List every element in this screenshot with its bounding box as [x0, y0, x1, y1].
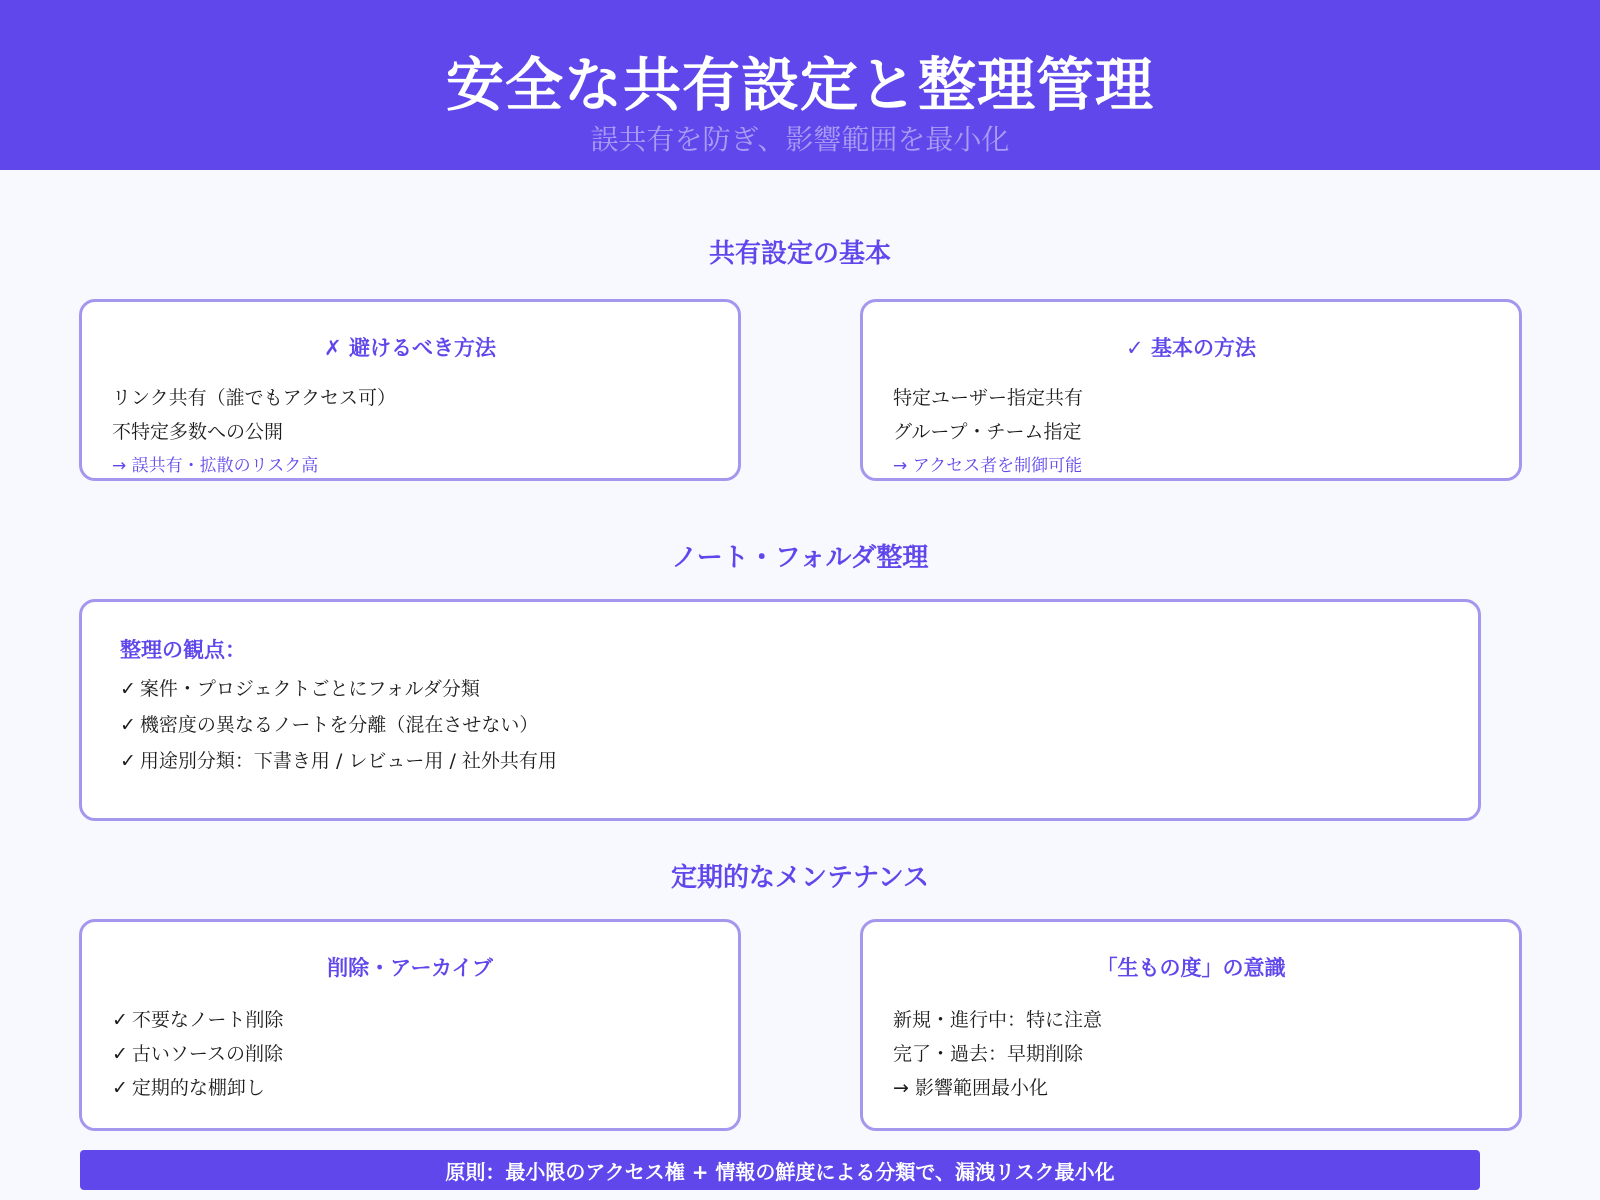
card-title-delete: 削除・アーカイブ [327, 956, 493, 980]
organize-item-1 [120, 674, 480, 701]
principle-banner [80, 1150, 1480, 1190]
basic-note: → アクセス者を制御可能 [893, 456, 1083, 476]
section-title-maintenance: 定期的なメンテナンス [671, 863, 929, 893]
check-mark-icon: ✓ [112, 1009, 128, 1031]
card-title-basic: ✓ 基本の方法 [1126, 336, 1256, 360]
avoid-item-1: リンク共有（誰でもアクセス可） [112, 387, 397, 409]
viewpoint-title: 整理の観点： [120, 638, 246, 662]
basic-item-2: グループ・チーム指定 [893, 421, 1082, 443]
freshness-item-2: 完了・過去：早期削除 [893, 1043, 1084, 1065]
check-mark-icon: ✓ [120, 750, 136, 772]
freshness-item-1: 新規・進行中：特に注意 [893, 1009, 1103, 1031]
basic-item-1: 特定ユーザー指定共有 [893, 387, 1084, 409]
header-banner [0, 0, 1600, 170]
avoid-item-2: 不特定多数への公開 [112, 421, 284, 443]
delete-item-2-text: 古いソースの削除 [131, 1043, 283, 1065]
card-organize-viewpoints [79, 599, 1481, 821]
check-mark-icon: ✓ [120, 714, 136, 736]
check-mark-icon: ✓ [112, 1043, 128, 1065]
delete-item-1-text: 不要なノート削除 [131, 1009, 284, 1031]
card-delete-archive [79, 919, 741, 1131]
section-title-organize: ノート・フォルダ整理 [671, 543, 929, 573]
page-title: 安全な共有設定と整理管理 [445, 51, 1154, 119]
card-freshness [860, 919, 1522, 1131]
organize-item-2-text: 機密度の異なるノートを分離（混在させない） [139, 714, 539, 736]
page-subtitle: 誤共有を防ぎ、影響範囲を最小化 [590, 123, 1010, 156]
section-title-sharing: 共有設定の基本 [708, 239, 891, 269]
delete-item-1 [112, 1005, 283, 1032]
delete-item-3 [112, 1073, 265, 1100]
organize-item-1-text: 案件・プロジェクトごとにフォルダ分類 [139, 678, 480, 700]
card-avoid-methods [79, 299, 741, 481]
freshness-item-3: → 影響範囲最小化 [893, 1077, 1048, 1099]
check-mark-icon: ✓ [120, 678, 136, 700]
card-basic-methods [860, 299, 1522, 481]
check-mark-icon: ✓ [112, 1077, 128, 1099]
avoid-note: → 誤共有・拡散のリスク高 [112, 456, 319, 476]
card-title-freshness: 「生もの度」の意識 [1096, 956, 1286, 980]
principle-text: 原則：最小限のアクセス権 + 情報の鮮度による分類で、漏洩リスク最小化 [445, 1160, 1115, 1184]
delete-item-2 [112, 1039, 283, 1066]
delete-item-3-text: 定期的な棚卸し [131, 1077, 265, 1099]
organize-item-3 [120, 746, 557, 773]
organize-item-3-text: 用途別分類：下書き用 / レビュー用 / 社外共有用 [139, 750, 557, 772]
organize-item-2 [120, 710, 538, 737]
card-title-avoid: ✗ 避けるべき方法 [324, 336, 496, 360]
